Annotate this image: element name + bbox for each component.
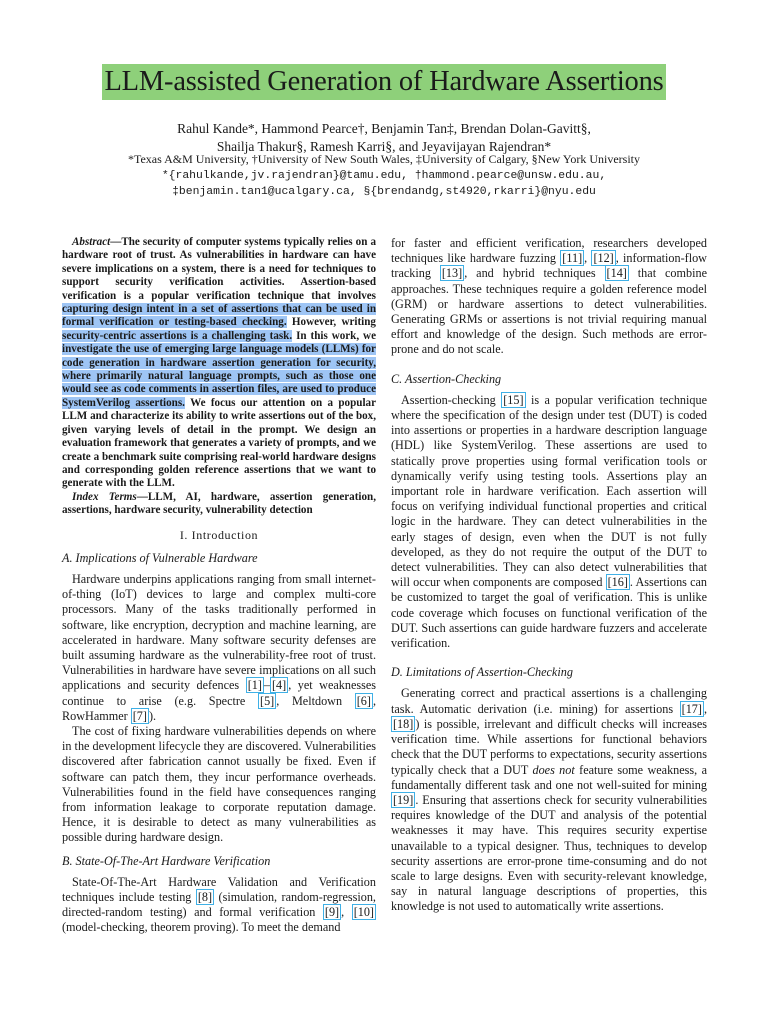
paragraph-text: is a popular verification technique where the specification of the design under test (DUT) is coded into assertions or properties in a hardware description language (HDL) like SystemVerilog. These assertions are used to statically prove properties using formal verification tools or dynamically verify using testing tools. Assertions play an important role in hardware verification. Each assertion will focus on verifying individual functional properties and critical logic in the hardware. They can detect vulnerabilities in the early stages of design, even when the DUT is not fully developed, as they do not require the output of the DUT to detect vulnerabilities. They can also detect vulnerabilities that will occur when components are composed: [391, 392, 707, 590]
abstract-text: However, writing: [286, 316, 376, 329]
paragraph-text: (simulation, random-regression, directed-random testing) and formal verification: [62, 890, 376, 920]
email-line-1: *{rahulkande,jv.rajendran}@tamu.edu, †hammond.pearce@unsw.edu.au,: [161, 170, 607, 182]
citation-link[interactable]: [5]: [260, 693, 275, 708]
section-heading-introduction: I. Introduction: [179, 527, 259, 542]
subsection-heading-a: A. Implications of Vulnerable Hardware: [62, 550, 258, 565]
affiliations: *Texas A&M University, †University of New South Wales, ‡University of Calgary, §New York University: [127, 152, 641, 166]
paragraph-text: –: [263, 678, 270, 693]
abstract-text: We focus our attention on a popular LLM and characterize its ability to write assertions out of the box, given varying levels of detail in the prompt. We design an evaluation framework that generates a variety of prompts, and we create a benchmark suite comprising real-world hardware designs and corresponding golden reference assertions that we want to generate with the LLM.: [62, 396, 376, 490]
paragraph-text: ).: [148, 708, 157, 723]
paragraph-d1: [391, 686, 707, 914]
abstract-highlight-3[interactable]: investigate the use of emerging large language models (LLMs) for code generation in hardware assertion generation for security, where primarily natural language prompts, such as those one would see as code comments in assertion files, are used to produce SystemVerilog assertions.: [62, 343, 376, 409]
citation-link[interactable]: [11]: [562, 251, 583, 266]
paragraph-a1: [62, 572, 376, 724]
citation-link[interactable]: [14]: [606, 266, 627, 281]
paragraph-text: . Assertions can be customized to target the goal of verification. This is unlike code coverage which focuses on functional verification of the DUT. Such assertions can guide hardware fuzzers and accelerate verification.: [391, 575, 707, 651]
paragraph-b-continued: [391, 236, 707, 358]
paragraph-text: , RowHammer: [62, 693, 376, 723]
paragraph-text: , yet weaknesses continue to arise (e.g. Spectre: [62, 678, 376, 708]
abstract-text: —The security of computer systems typically relies on a hardware root of trust. As vulnerabilities in hardware can have severe implications on a system, there is a need for techniques to support security verification activities. Assertion-based verification is a popular verification technique that involves: [62, 236, 376, 302]
paragraph-text: ) is possible, irrelevant and difficult checks will increases verification time. While assertions for functional behaviors check that the DUT performs to expectations, security assertions typically check that a DUT: [391, 716, 707, 777]
emphasis-text: does not: [532, 762, 575, 777]
paragraph-text: , information-flow tracking: [391, 251, 707, 281]
title-block: [0, 64, 768, 100]
citation-link[interactable]: [17]: [681, 701, 702, 716]
author-list: [0, 120, 768, 156]
paragraph-text: ,: [341, 905, 352, 920]
abstract-text: In this work, we: [292, 329, 376, 342]
citation-link[interactable]: [16]: [607, 575, 628, 590]
paragraph-text: Assertion-checking: [401, 392, 502, 407]
subsection-heading-b: B. State-Of-The-Art Hardware Verification: [62, 853, 271, 868]
paragraph-text: , Meltdown: [276, 693, 355, 708]
paragraph-text: for faster and efficient verification, researchers developed techniques like hardware fuzzing: [391, 236, 707, 266]
citation-link[interactable]: [19]: [393, 792, 414, 807]
paper-title[interactable]: LLM-assisted Generation of Hardware Assertions: [102, 64, 665, 100]
abstract-highlight-2[interactable]: security-centric assertions is a challenging task.: [62, 329, 293, 342]
author-line-2: Shailja Thakur§, Ramesh Karri§, and Jeyavijayan Rajendran*: [216, 139, 552, 154]
citation-link[interactable]: [10]: [353, 905, 374, 920]
paragraph-text: (model-checking, theorem proving). To meet the demand: [62, 920, 341, 935]
citation-link[interactable]: [1]: [247, 678, 262, 693]
citation-link[interactable]: [13]: [441, 266, 463, 281]
paragraph-text: ,: [584, 251, 592, 266]
abstract: [62, 236, 376, 491]
paragraph-c1: [391, 393, 707, 651]
index-terms: [62, 491, 376, 518]
citation-link[interactable]: [7]: [132, 708, 147, 723]
right-column: [391, 236, 707, 915]
email-list: [0, 168, 768, 200]
left-column: [62, 236, 376, 936]
index-terms-label: Index Terms: [72, 490, 137, 503]
abstract-highlight-1[interactable]: capturing design intent in a set of assertions that can be used in formal verification or testing-based checking.: [62, 303, 376, 329]
citation-link[interactable]: [8]: [197, 890, 213, 904]
citation-link[interactable]: [12]: [593, 251, 614, 266]
paragraph-text: that combine approaches. These techniques require a golden reference model (GRM) or hardware assertions to detect vulnerabilities. Generating GRMs or assertions is not trivial requiring manual effort and knowledge of the design. Such methods are error-prone and do not scale.: [391, 266, 707, 357]
paragraph-text: feature some weakness, a fundamentally different task and one not well-suited for mining: [391, 762, 707, 792]
author-line-1: Rahul Kande*, Hammond Pearce†, Benjamin Tan‡, Brendan Dolan-Gavitt§,: [177, 121, 591, 136]
subsection-heading-d: D. Limitations of Assertion-Checking: [391, 665, 573, 680]
paragraph-text: Hardware underpins applications ranging from small internet-of-thing (IoT) devices to large and complex multi-core processors. Many of the tasks traditionally performed in software, like encryption, decryption and machine learning, are accelerated in hardware. Many software security defenses are built assuming hardware as the vulnerability-free root of trust. Vulnerabilities in hardware have severe implications on all such applications and security defences: [62, 571, 376, 693]
email-line-2: ‡benjamin.tan1@ucalgary.ca, §{brendandg,st4920,rkarri}@nyu.edu: [172, 186, 596, 198]
citation-link[interactable]: [6]: [356, 693, 371, 708]
paragraph-text: State-Of-The-Art Hardware Validation and Verification techniques include testing: [62, 874, 376, 904]
paragraph-text: , and hybrid techniques: [464, 266, 605, 281]
subsection-heading-c: C. Assertion-Checking: [391, 371, 502, 386]
paragraph-a2: The cost of fixing hardware vulnerabilities depends on where in the development lifecycle they are discovered. Vulnerabilities discovered after fabrication cannot usually be fixed. Even if software can patch them, they incur performance overheads. Vulnerabilities found in the field have consequences ranging from information leakage to corporate reputation damage. Hence, it is desirable to detect as many vulnerabilities as possible during hardware design.: [62, 723, 376, 845]
citation-link[interactable]: [15]: [503, 392, 524, 407]
paragraph-text: ,: [703, 701, 707, 716]
paragraph-b1: [62, 875, 376, 936]
citation-link[interactable]: [18]: [393, 716, 414, 731]
citation-link[interactable]: [4]: [272, 678, 287, 693]
abstract-label: Abstract: [72, 236, 111, 248]
index-terms-text: —LLM, AI, hardware, assertion generation, assertions, hardware security, vulnerability detection: [62, 490, 376, 517]
paragraph-text: . Ensuring that assertions check for security vulnerabilities requires knowledge of the DUT and analysis of the potential weaknesses it may have. This requires security expertise unavailable to a typical designer. Thus, techniques to develop security assertions are error-prone time-consuming and do not scale to large designs. Even with security-relevant knowledge, say in natural language descriptions of properties, this knowledge is not used to automatically write assertions.: [391, 792, 707, 914]
citation-link[interactable]: [9]: [324, 905, 340, 920]
paragraph-text: Generating correct and practical assertions is a challenging task. Automatic derivation (i.e. mining) for assertions: [391, 686, 707, 716]
